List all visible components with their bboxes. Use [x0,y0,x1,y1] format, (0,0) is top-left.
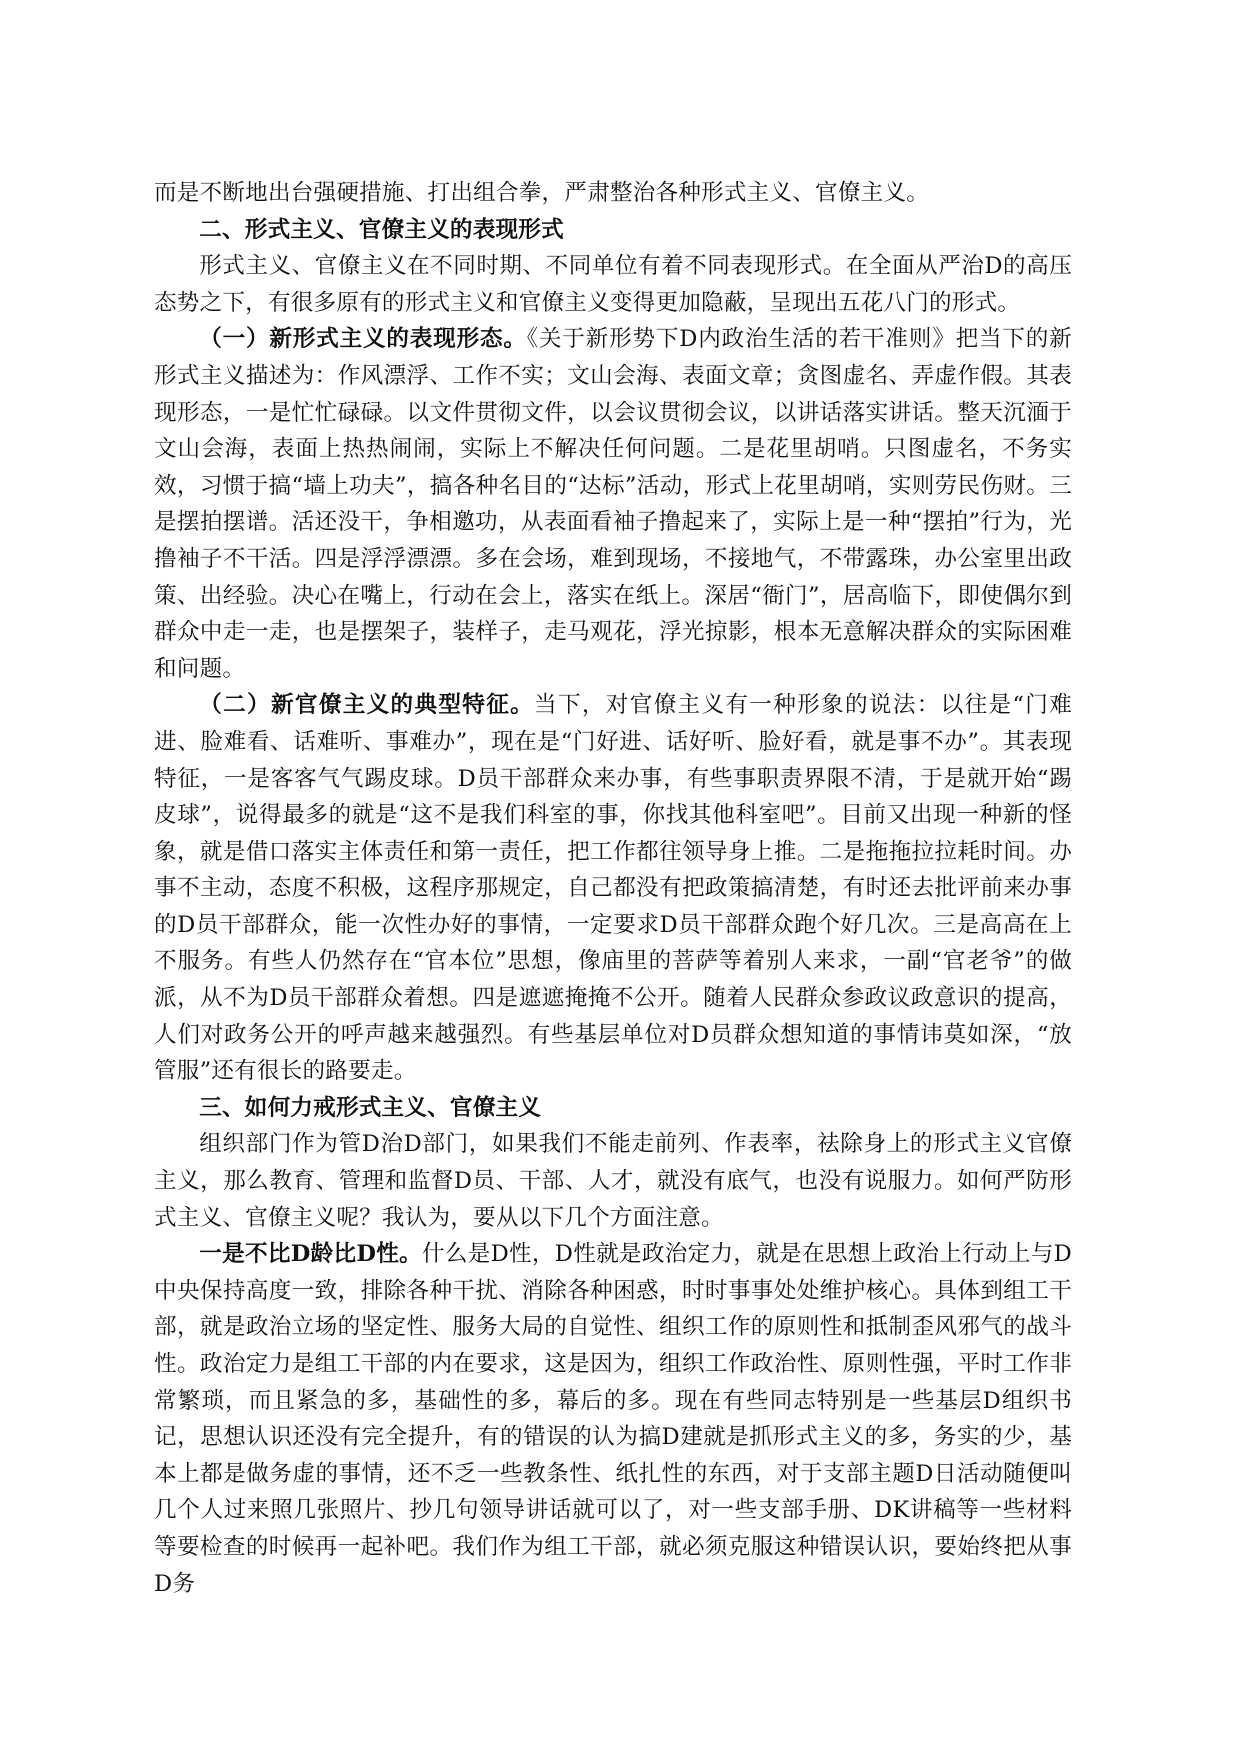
subsection-body: 《关于新形势下D内政治生活的若干准则》把当下的新形式主义描述为：作风漂浮、工作不实；文山会海、表面文章；贪图虚名、弄虚作假。其表现形态，一是忙忙碌碌。以文件贯彻文件，以会议贯彻会议，以讲话落实讲话。整天沉湎于文山会海，表面上热热闹闹，实际上不解决任何问题。二是花里胡哨。只图虚名，不务实效，习惯于搞“墙上功夫”，搞各种名目的“达标”活动，形式上花里胡哨，实则劳民伤财。三是摆拍摆谱。活还没干，争相邀功，从表面看袖子撸起来了，实际上是一种“摆拍”行为，光撸袖子不干活。四是浮浮漂漂。多在会场，难到现场，不接地气，不带露珠，办公室里出政策、出经验。决心在嘴上，行动在会上，落实在纸上。深居“衙门”，居高临下，即使偶尔到群众中走一走，也是摆架子，装样子，走马观花，浮光掠影，根本无意解决群众的实际困难和问题。 [154,326,1072,682]
body-paragraph: 组织部门作为管D治D部门，如果我们不能走前列、作表率，祛除身上的形式主义官僚主义，那么教育、管理和监督D员、干部、人才，就没有底气，也没有说服力。如何严防形式主义、官僚主义呢？我认为，要从以下几个方面注意。 [154,1131,1072,1231]
section-heading-2: 二、形式主义、官僚主义的表现形式 [199,216,564,243]
point-paragraph-1 [154,1236,1072,1602]
subsection-body: 当下，对官僚主义有一种形象的说法：以往是“门难进、脸难看、话难听、事难办”，现在是“门好进、话好听、脸好看，就是事不办”。其表现特征，一是客客气气踢皮球。D员干部群众来办事，有些事职责界限不清，于是就开始“踢皮球”，说得最多的就是“这不是我们科室的事，你找其他科室吧”。目前又出现一种新的怪象，就是借口落实主体责任和第一责任，把工作都往领导身上推。二是拖拖拉拉耗时间。办事不主动，态度不积极，这程序那规定，自己都没有把政策搞清楚，有时还去批评前来办事的D员干部群众，能一次性办好的事情，一定要求D员干部群众跑个好几次。三是高高在上不服务。有些人仍然存在“官本位”思想，像庙里的菩萨等着别人来求，一副“官老爷”的做派，从不为D员干部群众着想。四是遮遮掩掩不公开。随着人民群众参政议政意识的提高，人们对政务公开的呼声越来越强烈。有些基层单位对D员群众想知道的事情讳莫如深，“放管服”还有很长的路要走。 [154,692,1072,1085]
point-body: 什么是D性，D性就是政治定力，就是在思想上政治上行动上与D中央保持高度一致，排除各种干扰、消除各种困惑，时时事事处处维护核心。具体到组工干部，就是政治立场的坚定性、服务大局的自觉性、组织工作的原则性和抵制歪风邪气的战斗性。政治定力是组工干部的内在要求，这是因为，组织工作政治性、原则性强，平时工作非常繁琐，而且紧急的多，基础性的多，幕后的多。现在有些同志特别是一些基层D组织书记，思想认识还没有完全提升，有的错误的认为搞D建就是抓形式主义的多，务实的少，基本上都是做务虚的事情，还不乏一些教条性、纸扎性的东西，对于支部主题D日活动随便叫几个人过来照几张照片、抄几句领导讲话就可以了，对一些支部手册、DK讲稿等一些材料等要检查的时候再一起补吧。我们作为组工干部，就必须克服这种错误认识，要始终把从事D务 [154,1241,1072,1597]
point-lead: 一是不比D龄比D性。 [199,1241,422,1268]
continuation-paragraph: 而是不断地出台强硬措施、打出组合拳，严肃整治各种形式主义、官僚主义。 [154,180,929,206]
subsection-paragraph-2 [154,687,1072,1090]
body-paragraph: 形式主义、官僚主义在不同时期、不同单位有着不同表现形式。在全面从严治D的高压态势之下，有很多原有的形式主义和官僚主义变得更加隐蔽，呈现出五花八门的形式。 [154,253,1072,316]
section-heading-3: 三、如何力戒形式主义、官僚主义 [199,1094,542,1121]
document-page [154,175,1072,1602]
subsection-paragraph-1 [154,321,1072,687]
subsection-lead: （一）新形式主义的表现形态。 [199,326,527,353]
subsection-lead: （二）新官僚主义的典型特征。 [199,692,535,719]
